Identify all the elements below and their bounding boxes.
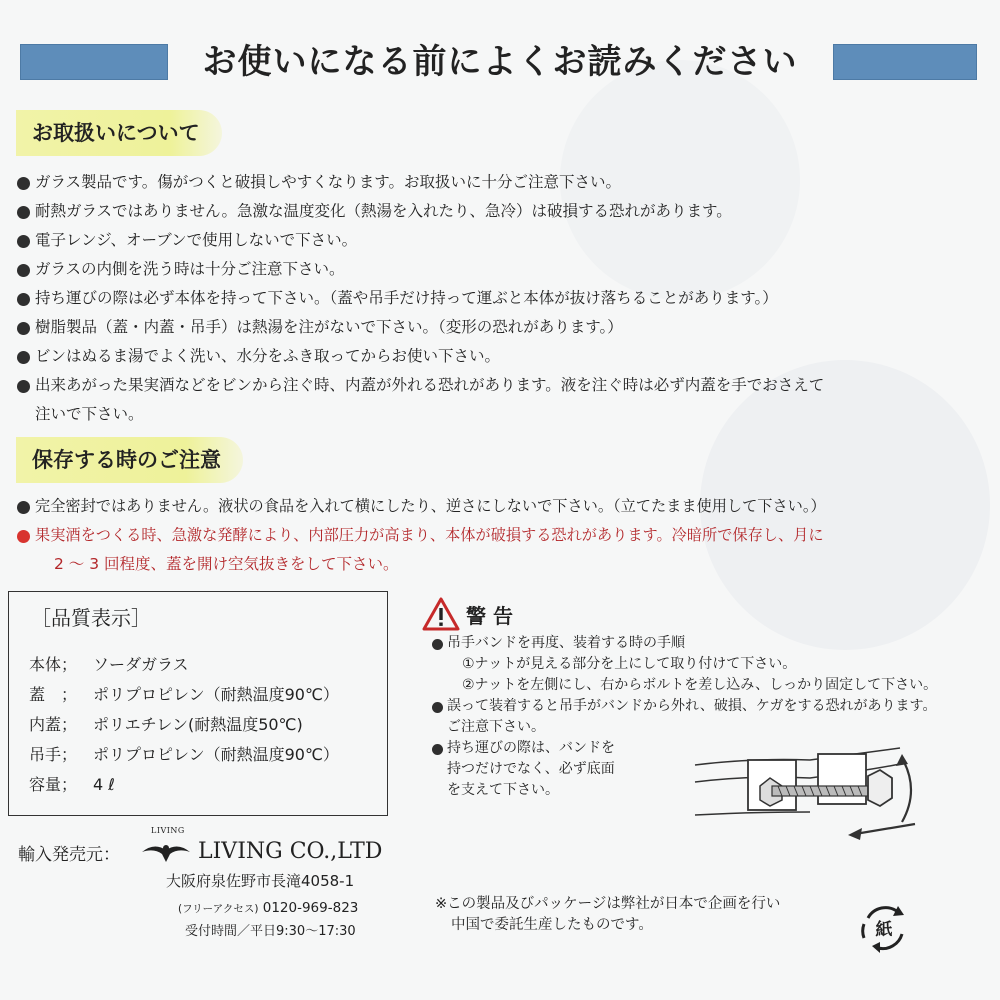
quality-row [29, 742, 339, 765]
list-item: 持ち運びの際は必ず本体を持って下さい。（蓋や吊手だけ持って運ぶと本体が抜け落ちることがあります。） [16, 284, 824, 313]
list-item: 電子レンジ、オーブンで使用しないで下さい。 [16, 226, 824, 255]
list-item-step: ①ナットが見える部分を上にして取り付けて下さい。 [462, 656, 797, 672]
quality-row-label: 吊手； [29, 745, 78, 764]
list-item-continuation: を支えて下さい。 [447, 782, 559, 798]
company-address: 大阪府泉佐野市長滝4058-1 [166, 872, 355, 890]
list-item-caution-continuation: 2 〜 3 回程度、蓋を開け空気抜きをして下さい。 [54, 555, 399, 573]
list-item: 吊手バンドを再度、装着する時の手順 [432, 633, 937, 654]
list-item: 誤って装着すると吊手がバンドから外れ、破損、ケガをする恐れがあります。 [432, 696, 937, 717]
storage-list [16, 492, 826, 579]
logo-text: LIVING [151, 826, 185, 835]
list-item: 耐熱ガラスではありません。急激な温度変化（熱湯を入れたり、急冷）は破損する恐れがあります。 [16, 197, 824, 226]
quality-row-value: ポリエチレン(耐熱温度50℃) [93, 715, 303, 734]
section-heading-storage: 保存する時のご注意 [16, 437, 243, 483]
importer-label: 輸入発売元： [18, 845, 120, 865]
quality-row-label: 蓋 ； [29, 685, 78, 704]
quality-row-value: ソーダガラス [93, 655, 189, 674]
quality-row-value: ポリプロピレン（耐熱温度90℃） [93, 685, 339, 704]
band-bolt-diagram [690, 740, 920, 845]
list-item-continuation: ご注意下さい。 [447, 719, 545, 735]
list-item: ガラスの内側を洗う時は十分ご注意下さい。 [16, 255, 824, 284]
quality-row-label: 本体； [29, 655, 78, 674]
company-name: LIVING CO.,LTD [198, 839, 383, 864]
quality-row-label: 容量； [29, 775, 78, 794]
quality-row-label: 内蓋； [29, 715, 78, 734]
list-item-caution: 果実酒をつくる時、急激な発酵により、内部圧力が高まり、本体が破損する恐れがあります。冷暗所で保存し、月に [16, 521, 826, 550]
warning-triangle-icon [422, 597, 460, 631]
production-note [435, 894, 780, 936]
list-item: ガラス製品です。傷がつくと破損しやすくなります。お取扱いに十分ご注意下さい。 [16, 168, 824, 197]
list-item: 完全密封ではありません。液状の食品を入れて横にしたり、逆さにしないで下さい。（立てたまま使用して下さい。） [16, 492, 826, 521]
production-note-line: 中国で委託生産したものです。 [451, 917, 653, 933]
production-note-line: ※この製品及びパッケージは弊社が日本で企画を行い [435, 896, 781, 912]
list-item: ビンはぬるま湯でよく洗い、水分をふき取ってからお使い下さい。 [16, 342, 824, 371]
quality-row [29, 712, 303, 735]
phone-number: 0120-969-823 [262, 900, 359, 916]
list-item: 樹脂製品（蓋・内蓋・吊手）は熱湯を注がないで下さい。（変形の恐れがあります。） [16, 313, 824, 342]
company-phone [178, 900, 358, 916]
quality-row [29, 772, 115, 795]
quality-row-value: 4 ℓ [93, 775, 115, 794]
list-item-continuation: 注いで下さい。 [35, 405, 144, 423]
header-band-right [833, 44, 977, 80]
quality-row [29, 652, 189, 675]
list-item-continuation: 持つだけでなく、必ず底面 [447, 761, 615, 777]
quality-row-value: ポリプロピレン（耐熱温度90℃） [93, 745, 339, 764]
handling-list [16, 168, 824, 429]
list-item-step: ②ナットを左側にし、右からボルトを差し込み、しっかり固定して下さい。 [462, 677, 938, 693]
list-item: 持ち運びの際は、バンドを [432, 738, 937, 759]
quality-label-box [8, 591, 388, 816]
quality-title: ［品質表示］ [31, 606, 151, 630]
page-title: お使いになる前によくお読みください [202, 42, 798, 82]
company-logo-icon [140, 836, 192, 864]
section-heading-handling: お取扱いについて [16, 110, 222, 156]
business-hours: 受付時間／平日9:30〜17:30 [185, 924, 356, 939]
recycle-mark-label: 紙 [875, 920, 893, 940]
header-band-left [20, 44, 168, 80]
phone-prefix: (フリーアクセス) [178, 903, 259, 915]
quality-row [29, 682, 339, 705]
warning-heading: 警 告 [466, 604, 513, 628]
recycle-paper-icon [858, 902, 910, 954]
list-item: 出来あがった果実酒などをビンから注ぐ時、内蓋が外れる恐れがあります。液を注ぐ時は必ず内蓋を手でおさえて [16, 371, 824, 400]
